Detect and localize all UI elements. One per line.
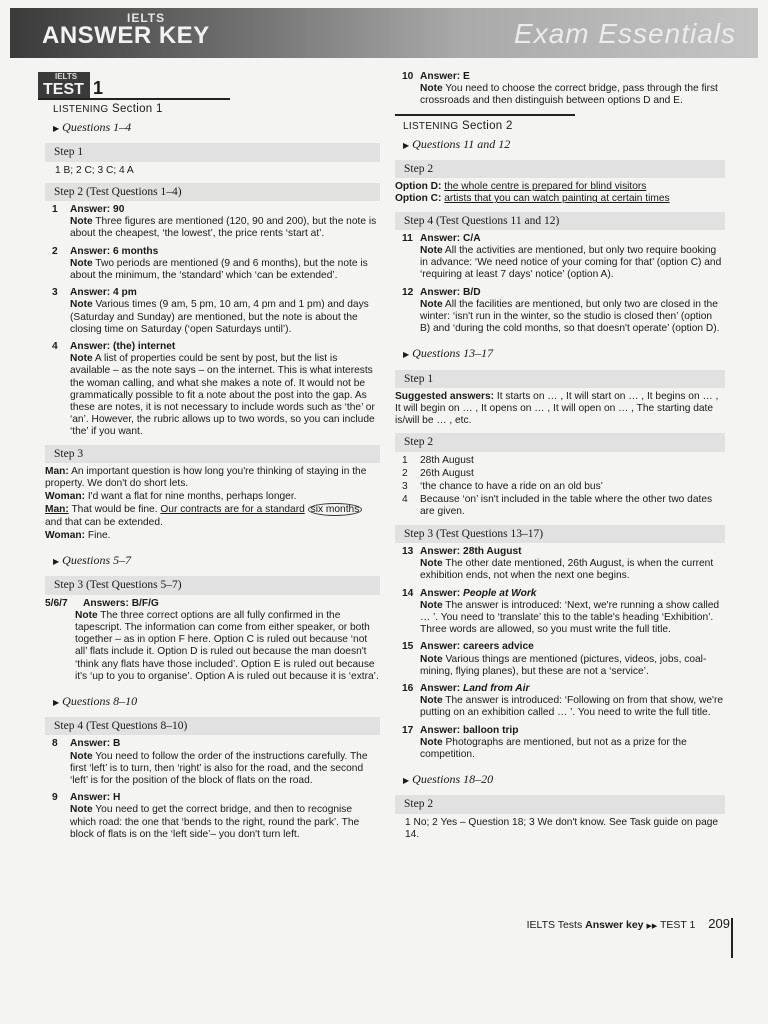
questions-heading: ▶ Questions 13–17: [403, 346, 494, 361]
step-text: 1 No; 2 Yes – Question 18; 3 We don't know. See Task guide on page 14.: [405, 816, 719, 840]
answer-item: 16 Answer: Land from Air Note The answer is introduced: ‘Following on from that show, we're putting on an exhibition called … ’. You need to write the full title.: [402, 682, 724, 719]
step-bar: Step 2 (Test Questions 1–4): [45, 183, 380, 201]
answer-item: 5/6/7 Answers: B/F/G Note The three correct options are all fully confirmed in the tapescript. The information can come from either speaker, or both together – as in option F here. Option C is ruled out because ‘not all’ flats include it. Option D is ruled out because the man doesn't ‘think any flats have those included’. Option E is ruled out because it's ‘up to you to organise’. Option A is ruled out because it is ‘extra’.: [45, 597, 379, 682]
answer-item: 13 Answer: 28th August Note The other date mentioned, 26th August, is when the current exhibition ends, not when the next one begins.: [402, 545, 714, 582]
questions-heading: ▶ Questions 8–10: [53, 693, 138, 708]
step-bar: Step 3: [45, 445, 380, 463]
step-bar: Step 3 (Test Questions 13–17): [395, 525, 725, 543]
questions-heading: ▶ Questions 18–20: [403, 772, 494, 787]
answer-item: 14 Answer: People at Work Note The answer is introduced: ‘Next, we're running a show called … ’. You need to ‘translate’ this to the table's heading ‘Exhibition’. Three words are allowed, so you must write the full title.: [402, 587, 720, 636]
questions-heading: ▶ Questions 1–4: [53, 120, 132, 135]
answer-item: 1 Answer: 90 Note Three figures are mentioned (120, 90 and 200), but the note is about the cheapest, ‘the lowest’, the price rents ‘start at’.: [52, 204, 377, 240]
circled-phrase: six months: [308, 503, 363, 516]
answer-item: 8 Answer: B Note You need to follow the order of the instructions carefully. The first ‘left’ is to turn, then ‘right’ is also for the road, and the second ‘left’ is for the position of the block of flats on the road.: [52, 738, 368, 786]
answer-item: 4 Answer: (the) internet Note A list of properties could be sent by post, but the list is available – as the note says – on the internet. This is what interests the woman calling, and what she makes a note of. It would not be grammatically possible to fit a note about the post into the gap. As these are notes, it is not necessary to include words such as ‘the’ or ‘an’. However, the rubric allows up to two words, so you can include ‘the’ if you want.: [52, 341, 375, 438]
test-number: 1: [93, 78, 104, 98]
answer-item: 15 Answer: careers advice Note Various things are mentioned (pictures, videos, jobs, coal-mining, flying planes), but these are not a ‘service’.: [402, 641, 707, 677]
page-footer: IELTS Tests Answer key ▶▶ TEST 1 209: [526, 916, 730, 931]
numbered-list: [395, 455, 725, 519]
step-bar: Step 4 (Test Questions 8–10): [45, 717, 380, 735]
triangle-icon: ▶▶: [646, 923, 658, 930]
list-item: 2 26th August: [402, 467, 474, 479]
banner-ielts: IELTS: [127, 11, 166, 25]
answer-item: 3 Answer: 4 pm Note Various times (9 am, 5 pm, 10 am, 4 pm and 1 pm) and days (Saturday and Sunday) are mentioned, but the note is about the closing time on Saturday (‘open Saturdays until’).: [52, 287, 369, 335]
option-line: Option D: the whole centre is prepared for blind visitors: [395, 181, 647, 193]
page-number: 209: [708, 916, 730, 931]
section-rule: [395, 114, 575, 116]
step-bar: Step 2: [395, 160, 725, 178]
test-label-box: [38, 72, 90, 100]
section-heading: LISTENING Section 1: [53, 103, 163, 115]
suggested-answers: Suggested answers: It starts on … , It will start on … , It begins on … , It will begin on … , It opens on … , It will open on … , The starting date is/will be … , etc.: [395, 390, 719, 427]
list-item: 3 ‘the chance to have a ride on an old bus’: [402, 481, 603, 493]
dialogue: Man: An important question is how long you're thinking of staying in the property. We don't do short lets. Woman: I'd want a flat for nine months, perhaps longer. Man: That would be fine. Our contracts are for a standard six months and that can be extended. Woman: Fine.: [45, 465, 367, 541]
banner-answer-key: ANSWER KEY: [42, 22, 210, 49]
footer-rule: [731, 918, 733, 958]
answer-item: 10 Answer: E Note You need to choose the correct bridge, pass through the first crossroads and then distinguish between options D and E.: [402, 71, 718, 107]
right-column: [395, 70, 725, 845]
left-column: [45, 102, 380, 846]
step-bar: Step 1: [45, 143, 380, 161]
test-label: TEST: [43, 81, 84, 98]
banner-exam-essentials: Exam Essentials: [514, 18, 736, 49]
answer-item: 11 Answer: C/A Note All the activities are mentioned, but only two require booking in advance: ‘We need notice of your coming for that’ (option C) and ‘requiring at least 7 days' notice’ (option A).: [402, 232, 722, 281]
section-heading: LISTENING Section 2: [403, 119, 513, 132]
step-bar: Step 3 (Test Questions 5–7): [45, 576, 380, 594]
list-item: 4 Because ‘on’ isn't included in the table where the other two dates are given.: [402, 494, 713, 518]
step-bar: Step 1: [395, 370, 725, 388]
header-banner: [10, 8, 758, 58]
answer-item: 2 Answer: 6 months Note Two periods are mentioned (9 and 6 months), but the note is about the minimum, the ‘standard’ which ‘can be extended’.: [52, 245, 368, 282]
answer-item: 12 Answer: B/D Note All the facilities are mentioned, but only two are closed in the winter: ‘isn't run in the winter, so the studio is closed then’ (option B) and ‘during the cold months, so that doesn't operate’ (option D).: [402, 286, 720, 335]
step-bar: Step 2: [395, 795, 725, 813]
questions-heading: ▶ Questions 5–7: [53, 553, 132, 568]
test-rule: [38, 98, 230, 100]
step-bar: Step 4 (Test Questions 11 and 12): [395, 212, 725, 230]
step-bar: Step 2: [395, 433, 725, 451]
step-text: 1 B; 2 C; 3 C; 4 A: [55, 164, 134, 176]
test-ielts: IELTS: [55, 72, 78, 81]
questions-heading: ▶ Questions 11 and 12: [403, 136, 511, 151]
list-item: 1 28th August: [402, 454, 474, 466]
option-line: Option C: artists that you can watch painting at certain times: [395, 193, 670, 205]
answer-item: 9 Answer: H Note You need to get the correct bridge, and then to recognise which road: the one that ‘bends to the right, round the park’. The block of flats is on the ‘left side’– you don't turn left.: [52, 792, 360, 840]
answer-item: 17 Answer: balloon trip Note Photographs are mentioned, but not as a prize for the competition.: [402, 724, 687, 760]
